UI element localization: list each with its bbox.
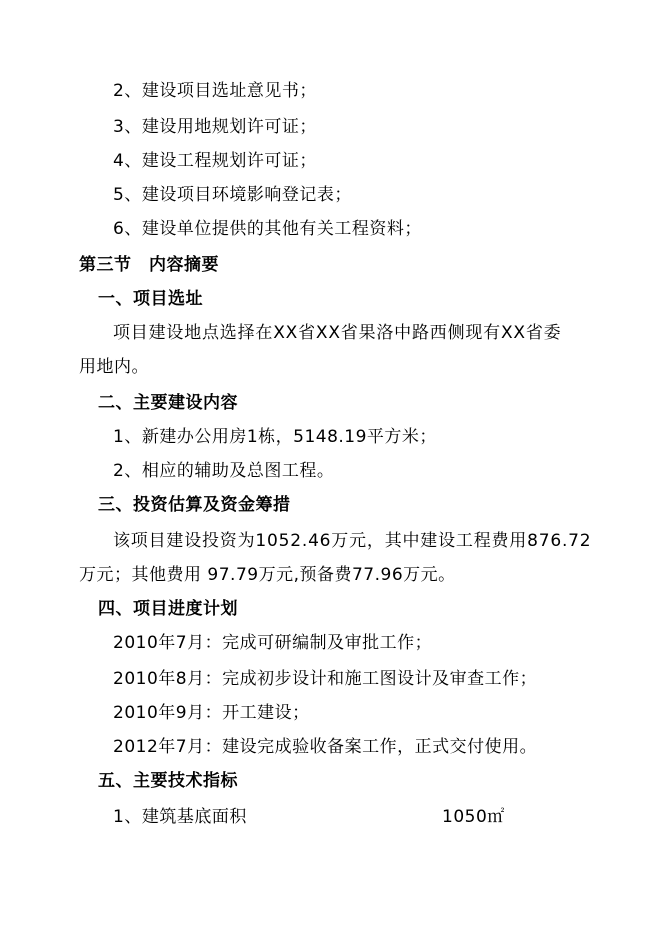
s2-item1: 1、新建办公用房1栋，5148.19平方米；: [113, 427, 437, 447]
s4-item-4: 2012年7月：建设完成验收备案工作，正式交付使用。: [113, 737, 538, 757]
list-item-2: 2、建设项目选址意见书；: [113, 81, 317, 101]
list-item-4: 4、建设工程规划许可证；: [113, 151, 317, 171]
list-item-5: 5、建设项目环境影响登记表；: [113, 185, 352, 205]
s4-heading: 四、项目进度计划: [98, 599, 238, 619]
s1-heading: 一、项目选址: [98, 289, 203, 309]
s3-heading: 三、投资估算及资金筹措: [98, 495, 291, 515]
indicator-label: 1、建筑基底面积: [113, 807, 247, 827]
indicator-value: 1050㎡: [442, 807, 505, 827]
s3-paragraph-line2: 万元；其他费用 97.79万元,预备费77.96万元。: [79, 565, 456, 585]
s4-item-1: 2010年7月：完成可研编制及审批工作；: [113, 633, 433, 653]
s1-paragraph-line2: 用地内。: [79, 357, 149, 377]
s3-paragraph-line1: 该项目建设投资为1052.46万元，其中建设工程费用876.72: [113, 531, 592, 551]
s2-item2: 2、相应的辅助及总图工程。: [113, 461, 335, 481]
section-title: 第三节 内容摘要: [79, 255, 219, 275]
s2-heading: 二、主要建设内容: [98, 393, 238, 413]
s4-item-3: 2010年9月：开工建设；: [113, 703, 310, 723]
list-item-3: 3、建设用地规划许可证；: [113, 117, 317, 137]
list-item-6: 6、建设单位提供的其他有关工程资料；: [113, 219, 422, 239]
s5-heading: 五、主要技术指标: [98, 771, 238, 791]
s4-item-2: 2010年8月：完成初步设计和施工图设计及审查工作；: [113, 669, 538, 689]
s1-paragraph-line1: 项目建设地点选择在XX省XX省果洛中路西侧现有XX省委: [113, 323, 562, 343]
